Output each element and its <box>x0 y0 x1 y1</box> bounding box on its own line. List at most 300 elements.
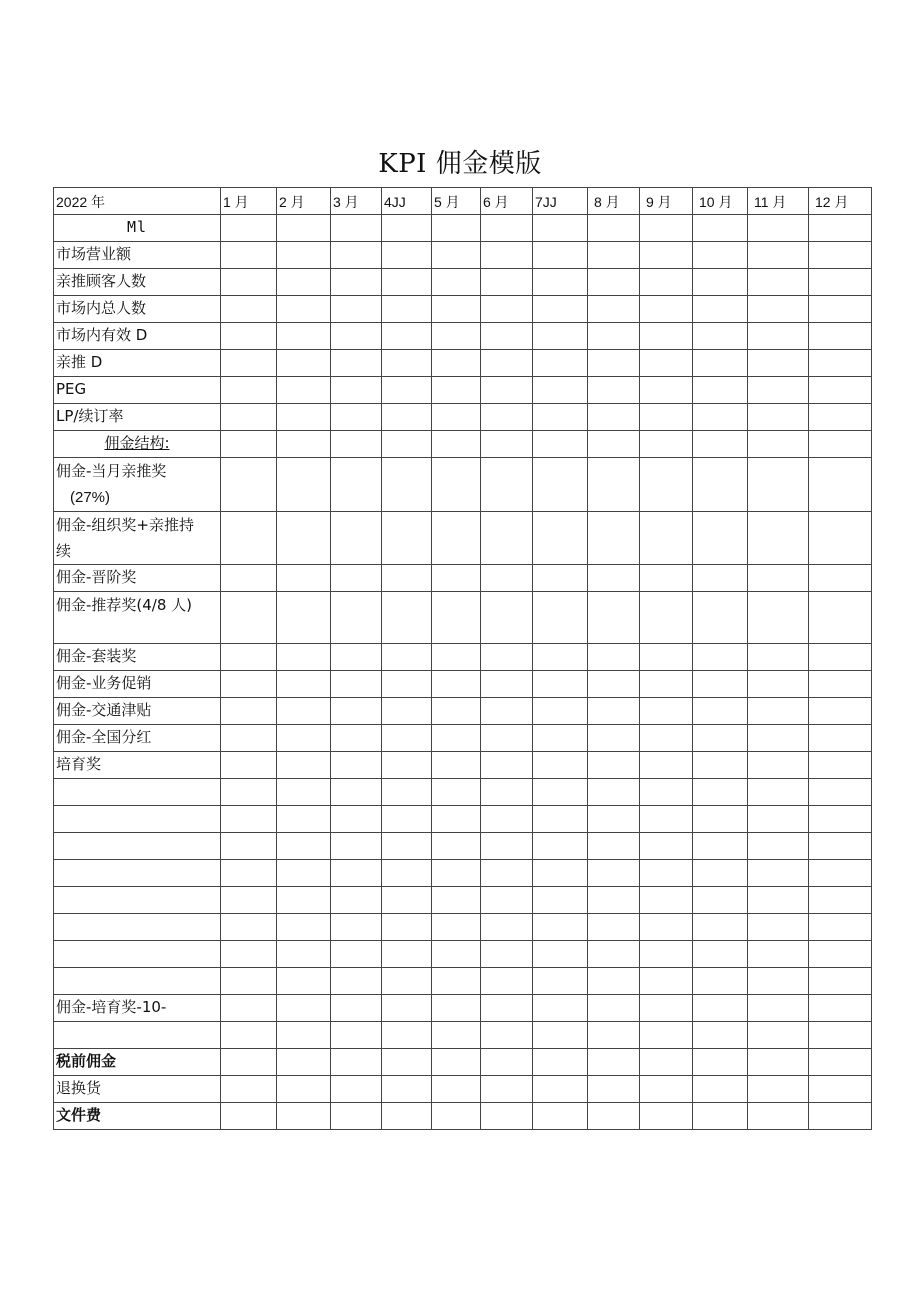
data-cell[interactable] <box>809 725 872 752</box>
data-cell[interactable] <box>809 1049 872 1076</box>
data-cell[interactable] <box>277 242 331 269</box>
data-cell[interactable] <box>640 1103 693 1130</box>
data-cell[interactable] <box>588 323 640 350</box>
data-cell[interactable] <box>382 887 432 914</box>
data-cell[interactable] <box>640 752 693 779</box>
data-cell[interactable] <box>640 431 693 458</box>
data-cell[interactable] <box>693 644 748 671</box>
data-cell[interactable] <box>748 833 809 860</box>
data-cell[interactable] <box>693 404 748 431</box>
data-cell[interactable] <box>221 565 277 592</box>
data-cell[interactable] <box>640 644 693 671</box>
data-cell[interactable] <box>382 377 432 404</box>
data-cell[interactable] <box>809 512 872 565</box>
data-cell[interactable] <box>588 1049 640 1076</box>
data-cell[interactable] <box>432 671 481 698</box>
data-cell[interactable] <box>640 1076 693 1103</box>
data-cell[interactable] <box>382 1103 432 1130</box>
data-cell[interactable] <box>481 323 533 350</box>
data-cell[interactable] <box>331 725 382 752</box>
data-cell[interactable] <box>533 914 588 941</box>
data-cell[interactable] <box>481 860 533 887</box>
data-cell[interactable] <box>221 404 277 431</box>
data-cell[interactable] <box>693 725 748 752</box>
data-cell[interactable] <box>221 806 277 833</box>
data-cell[interactable] <box>221 644 277 671</box>
data-cell[interactable] <box>640 698 693 725</box>
data-cell[interactable] <box>331 377 382 404</box>
data-cell[interactable] <box>481 833 533 860</box>
data-cell[interactable] <box>588 350 640 377</box>
data-cell[interactable] <box>693 1022 748 1049</box>
data-cell[interactable] <box>693 296 748 323</box>
data-cell[interactable] <box>588 1076 640 1103</box>
data-cell[interactable] <box>221 914 277 941</box>
data-cell[interactable] <box>382 968 432 995</box>
data-cell[interactable] <box>331 968 382 995</box>
data-cell[interactable] <box>533 404 588 431</box>
data-cell[interactable] <box>481 914 533 941</box>
data-cell[interactable] <box>588 215 640 242</box>
data-cell[interactable] <box>693 512 748 565</box>
data-cell[interactable] <box>809 296 872 323</box>
data-cell[interactable] <box>277 779 331 806</box>
data-cell[interactable] <box>432 565 481 592</box>
data-cell[interactable] <box>277 377 331 404</box>
data-cell[interactable] <box>809 215 872 242</box>
data-cell[interactable] <box>481 458 533 512</box>
data-cell[interactable] <box>640 458 693 512</box>
data-cell[interactable] <box>809 269 872 296</box>
data-cell[interactable] <box>640 215 693 242</box>
data-cell[interactable] <box>221 350 277 377</box>
data-cell[interactable] <box>748 350 809 377</box>
data-cell[interactable] <box>588 1103 640 1130</box>
data-cell[interactable] <box>809 860 872 887</box>
data-cell[interactable] <box>331 323 382 350</box>
data-cell[interactable] <box>533 833 588 860</box>
data-cell[interactable] <box>382 860 432 887</box>
data-cell[interactable] <box>693 914 748 941</box>
data-cell[interactable] <box>533 1049 588 1076</box>
data-cell[interactable] <box>432 242 481 269</box>
data-cell[interactable] <box>533 752 588 779</box>
data-cell[interactable] <box>481 941 533 968</box>
data-cell[interactable] <box>221 833 277 860</box>
data-cell[interactable] <box>432 806 481 833</box>
data-cell[interactable] <box>748 431 809 458</box>
data-cell[interactable] <box>693 565 748 592</box>
data-cell[interactable] <box>432 1049 481 1076</box>
data-cell[interactable] <box>481 644 533 671</box>
data-cell[interactable] <box>533 887 588 914</box>
data-cell[interactable] <box>640 725 693 752</box>
data-cell[interactable] <box>481 995 533 1022</box>
data-cell[interactable] <box>748 323 809 350</box>
data-cell[interactable] <box>382 431 432 458</box>
data-cell[interactable] <box>481 1103 533 1130</box>
data-cell[interactable] <box>748 377 809 404</box>
data-cell[interactable] <box>588 752 640 779</box>
data-cell[interactable] <box>693 671 748 698</box>
data-cell[interactable] <box>221 698 277 725</box>
data-cell[interactable] <box>481 512 533 565</box>
data-cell[interactable] <box>221 1049 277 1076</box>
data-cell[interactable] <box>331 644 382 671</box>
data-cell[interactable] <box>382 404 432 431</box>
data-cell[interactable] <box>693 698 748 725</box>
data-cell[interactable] <box>533 995 588 1022</box>
data-cell[interactable] <box>533 1022 588 1049</box>
data-cell[interactable] <box>588 377 640 404</box>
data-cell[interactable] <box>221 215 277 242</box>
data-cell[interactable] <box>481 752 533 779</box>
data-cell[interactable] <box>481 350 533 377</box>
data-cell[interactable] <box>640 377 693 404</box>
data-cell[interactable] <box>809 644 872 671</box>
data-cell[interactable] <box>277 323 331 350</box>
data-cell[interactable] <box>533 350 588 377</box>
data-cell[interactable] <box>432 914 481 941</box>
data-cell[interactable] <box>748 779 809 806</box>
data-cell[interactable] <box>221 1103 277 1130</box>
data-cell[interactable] <box>432 1076 481 1103</box>
data-cell[interactable] <box>382 215 432 242</box>
data-cell[interactable] <box>221 1022 277 1049</box>
data-cell[interactable] <box>640 671 693 698</box>
data-cell[interactable] <box>277 512 331 565</box>
data-cell[interactable] <box>693 1103 748 1130</box>
data-cell[interactable] <box>693 242 748 269</box>
data-cell[interactable] <box>809 350 872 377</box>
data-cell[interactable] <box>277 1076 331 1103</box>
data-cell[interactable] <box>533 296 588 323</box>
data-cell[interactable] <box>331 1022 382 1049</box>
data-cell[interactable] <box>693 1049 748 1076</box>
data-cell[interactable] <box>432 968 481 995</box>
data-cell[interactable] <box>277 698 331 725</box>
data-cell[interactable] <box>748 1049 809 1076</box>
data-cell[interactable] <box>748 644 809 671</box>
data-cell[interactable] <box>277 269 331 296</box>
data-cell[interactable] <box>809 592 872 644</box>
data-cell[interactable] <box>221 323 277 350</box>
data-cell[interactable] <box>481 968 533 995</box>
data-cell[interactable] <box>693 968 748 995</box>
data-cell[interactable] <box>382 806 432 833</box>
data-cell[interactable] <box>331 404 382 431</box>
data-cell[interactable] <box>432 377 481 404</box>
data-cell[interactable] <box>331 995 382 1022</box>
data-cell[interactable] <box>588 995 640 1022</box>
data-cell[interactable] <box>382 1076 432 1103</box>
data-cell[interactable] <box>640 592 693 644</box>
data-cell[interactable] <box>481 671 533 698</box>
data-cell[interactable] <box>693 752 748 779</box>
data-cell[interactable] <box>748 512 809 565</box>
data-cell[interactable] <box>277 806 331 833</box>
data-cell[interactable] <box>809 806 872 833</box>
data-cell[interactable] <box>277 995 331 1022</box>
data-cell[interactable] <box>221 592 277 644</box>
data-cell[interactable] <box>432 995 481 1022</box>
data-cell[interactable] <box>432 431 481 458</box>
data-cell[interactable] <box>588 914 640 941</box>
data-cell[interactable] <box>221 968 277 995</box>
data-cell[interactable] <box>533 671 588 698</box>
data-cell[interactable] <box>331 752 382 779</box>
data-cell[interactable] <box>481 725 533 752</box>
data-cell[interactable] <box>588 698 640 725</box>
data-cell[interactable] <box>481 431 533 458</box>
data-cell[interactable] <box>533 323 588 350</box>
data-cell[interactable] <box>331 512 382 565</box>
data-cell[interactable] <box>481 887 533 914</box>
data-cell[interactable] <box>277 860 331 887</box>
data-cell[interactable] <box>693 833 748 860</box>
data-cell[interactable] <box>382 941 432 968</box>
data-cell[interactable] <box>432 1103 481 1130</box>
data-cell[interactable] <box>640 512 693 565</box>
data-cell[interactable] <box>432 215 481 242</box>
data-cell[interactable] <box>588 806 640 833</box>
data-cell[interactable] <box>331 242 382 269</box>
data-cell[interactable] <box>382 458 432 512</box>
data-cell[interactable] <box>748 1103 809 1130</box>
data-cell[interactable] <box>481 215 533 242</box>
data-cell[interactable] <box>748 404 809 431</box>
data-cell[interactable] <box>277 1103 331 1130</box>
data-cell[interactable] <box>693 941 748 968</box>
data-cell[interactable] <box>533 215 588 242</box>
data-cell[interactable] <box>382 296 432 323</box>
data-cell[interactable] <box>748 269 809 296</box>
data-cell[interactable] <box>809 833 872 860</box>
data-cell[interactable] <box>693 1076 748 1103</box>
data-cell[interactable] <box>588 860 640 887</box>
data-cell[interactable] <box>640 779 693 806</box>
data-cell[interactable] <box>382 644 432 671</box>
data-cell[interactable] <box>432 350 481 377</box>
data-cell[interactable] <box>533 941 588 968</box>
data-cell[interactable] <box>277 887 331 914</box>
data-cell[interactable] <box>221 860 277 887</box>
data-cell[interactable] <box>588 725 640 752</box>
data-cell[interactable] <box>277 458 331 512</box>
data-cell[interactable] <box>221 779 277 806</box>
data-cell[interactable] <box>277 671 331 698</box>
data-cell[interactable] <box>277 833 331 860</box>
data-cell[interactable] <box>432 752 481 779</box>
data-cell[interactable] <box>640 404 693 431</box>
data-cell[interactable] <box>331 1076 382 1103</box>
data-cell[interactable] <box>277 725 331 752</box>
data-cell[interactable] <box>588 779 640 806</box>
data-cell[interactable] <box>432 458 481 512</box>
data-cell[interactable] <box>533 860 588 887</box>
data-cell[interactable] <box>748 296 809 323</box>
data-cell[interactable] <box>432 269 481 296</box>
data-cell[interactable] <box>640 968 693 995</box>
data-cell[interactable] <box>221 269 277 296</box>
data-cell[interactable] <box>640 323 693 350</box>
data-cell[interactable] <box>809 941 872 968</box>
data-cell[interactable] <box>331 779 382 806</box>
data-cell[interactable] <box>331 431 382 458</box>
data-cell[interactable] <box>221 377 277 404</box>
data-cell[interactable] <box>533 725 588 752</box>
data-cell[interactable] <box>640 806 693 833</box>
data-cell[interactable] <box>809 995 872 1022</box>
data-cell[interactable] <box>277 404 331 431</box>
data-cell[interactable] <box>382 725 432 752</box>
data-cell[interactable] <box>277 431 331 458</box>
data-cell[interactable] <box>533 1103 588 1130</box>
data-cell[interactable] <box>481 698 533 725</box>
data-cell[interactable] <box>221 725 277 752</box>
data-cell[interactable] <box>640 860 693 887</box>
data-cell[interactable] <box>382 698 432 725</box>
data-cell[interactable] <box>640 269 693 296</box>
data-cell[interactable] <box>382 833 432 860</box>
data-cell[interactable] <box>277 914 331 941</box>
data-cell[interactable] <box>693 350 748 377</box>
data-cell[interactable] <box>277 644 331 671</box>
data-cell[interactable] <box>432 323 481 350</box>
data-cell[interactable] <box>640 565 693 592</box>
data-cell[interactable] <box>481 269 533 296</box>
data-cell[interactable] <box>481 779 533 806</box>
data-cell[interactable] <box>809 671 872 698</box>
data-cell[interactable] <box>588 968 640 995</box>
data-cell[interactable] <box>588 941 640 968</box>
data-cell[interactable] <box>640 242 693 269</box>
data-cell[interactable] <box>221 995 277 1022</box>
data-cell[interactable] <box>432 698 481 725</box>
data-cell[interactable] <box>693 269 748 296</box>
data-cell[interactable] <box>533 512 588 565</box>
data-cell[interactable] <box>277 592 331 644</box>
data-cell[interactable] <box>533 1076 588 1103</box>
data-cell[interactable] <box>432 296 481 323</box>
data-cell[interactable] <box>481 1022 533 1049</box>
data-cell[interactable] <box>640 914 693 941</box>
data-cell[interactable] <box>382 995 432 1022</box>
data-cell[interactable] <box>809 968 872 995</box>
data-cell[interactable] <box>809 887 872 914</box>
data-cell[interactable] <box>331 215 382 242</box>
data-cell[interactable] <box>331 1103 382 1130</box>
data-cell[interactable] <box>809 458 872 512</box>
data-cell[interactable] <box>748 968 809 995</box>
data-cell[interactable] <box>809 1022 872 1049</box>
data-cell[interactable] <box>331 458 382 512</box>
data-cell[interactable] <box>809 752 872 779</box>
data-cell[interactable] <box>809 377 872 404</box>
data-cell[interactable] <box>331 592 382 644</box>
data-cell[interactable] <box>809 698 872 725</box>
data-cell[interactable] <box>432 860 481 887</box>
data-cell[interactable] <box>809 914 872 941</box>
data-cell[interactable] <box>533 806 588 833</box>
data-cell[interactable] <box>331 806 382 833</box>
data-cell[interactable] <box>277 296 331 323</box>
data-cell[interactable] <box>533 377 588 404</box>
data-cell[interactable] <box>331 914 382 941</box>
data-cell[interactable] <box>693 995 748 1022</box>
data-cell[interactable] <box>588 404 640 431</box>
data-cell[interactable] <box>748 565 809 592</box>
data-cell[interactable] <box>588 671 640 698</box>
data-cell[interactable] <box>533 644 588 671</box>
data-cell[interactable] <box>432 725 481 752</box>
data-cell[interactable] <box>693 779 748 806</box>
data-cell[interactable] <box>331 671 382 698</box>
data-cell[interactable] <box>693 860 748 887</box>
data-cell[interactable] <box>382 671 432 698</box>
data-cell[interactable] <box>588 458 640 512</box>
data-cell[interactable] <box>331 887 382 914</box>
data-cell[interactable] <box>221 671 277 698</box>
data-cell[interactable] <box>748 1076 809 1103</box>
data-cell[interactable] <box>481 806 533 833</box>
data-cell[interactable] <box>748 752 809 779</box>
data-cell[interactable] <box>432 512 481 565</box>
data-cell[interactable] <box>809 1076 872 1103</box>
data-cell[interactable] <box>432 941 481 968</box>
data-cell[interactable] <box>533 269 588 296</box>
data-cell[interactable] <box>809 431 872 458</box>
data-cell[interactable] <box>693 431 748 458</box>
data-cell[interactable] <box>693 887 748 914</box>
data-cell[interactable] <box>748 242 809 269</box>
data-cell[interactable] <box>748 592 809 644</box>
data-cell[interactable] <box>640 941 693 968</box>
data-cell[interactable] <box>481 1076 533 1103</box>
data-cell[interactable] <box>382 1022 432 1049</box>
data-cell[interactable] <box>809 1103 872 1130</box>
data-cell[interactable] <box>588 592 640 644</box>
data-cell[interactable] <box>382 1049 432 1076</box>
data-cell[interactable] <box>748 725 809 752</box>
data-cell[interactable] <box>221 296 277 323</box>
data-cell[interactable] <box>809 404 872 431</box>
data-cell[interactable] <box>331 269 382 296</box>
data-cell[interactable] <box>588 644 640 671</box>
data-cell[interactable] <box>382 242 432 269</box>
data-cell[interactable] <box>432 887 481 914</box>
data-cell[interactable] <box>481 377 533 404</box>
data-cell[interactable] <box>277 1049 331 1076</box>
data-cell[interactable] <box>588 269 640 296</box>
data-cell[interactable] <box>432 592 481 644</box>
data-cell[interactable] <box>588 296 640 323</box>
data-cell[interactable] <box>432 833 481 860</box>
data-cell[interactable] <box>221 242 277 269</box>
data-cell[interactable] <box>748 995 809 1022</box>
data-cell[interactable] <box>432 779 481 806</box>
data-cell[interactable] <box>809 323 872 350</box>
data-cell[interactable] <box>382 914 432 941</box>
data-cell[interactable] <box>481 592 533 644</box>
data-cell[interactable] <box>221 1076 277 1103</box>
data-cell[interactable] <box>693 377 748 404</box>
data-cell[interactable] <box>382 323 432 350</box>
data-cell[interactable] <box>382 752 432 779</box>
data-cell[interactable] <box>640 995 693 1022</box>
data-cell[interactable] <box>809 779 872 806</box>
data-cell[interactable] <box>277 752 331 779</box>
